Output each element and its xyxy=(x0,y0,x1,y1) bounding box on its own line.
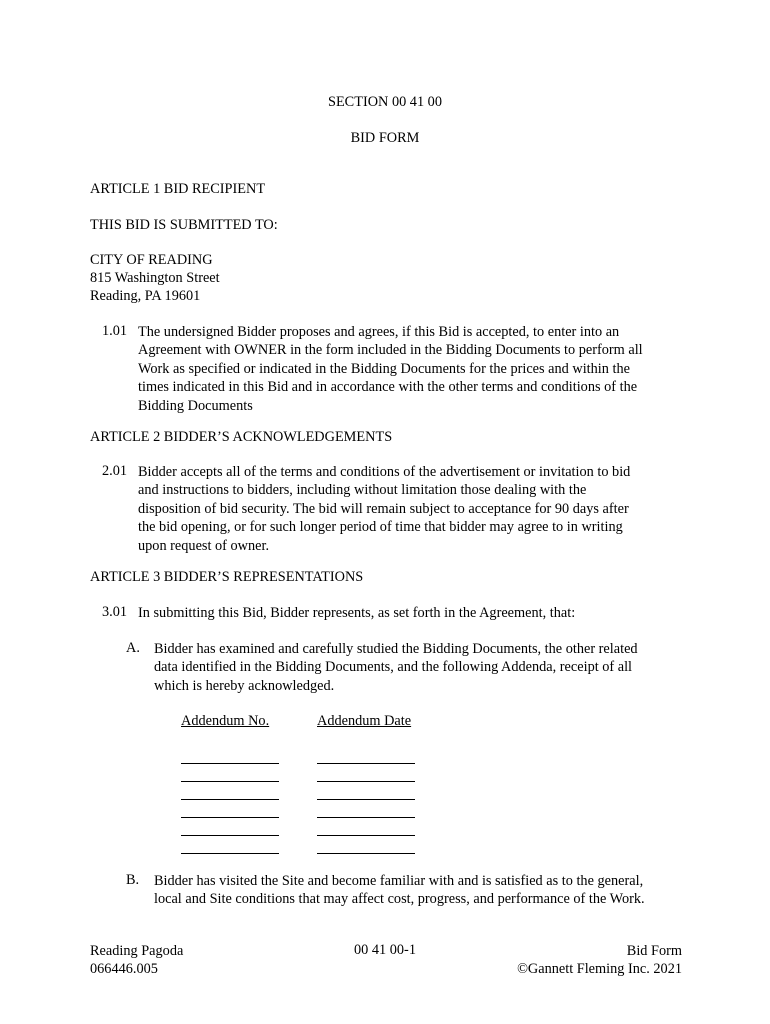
item-label: A. xyxy=(126,640,140,656)
footer-right xyxy=(517,942,682,978)
paragraph-line: times indicated in this Bid and in accordance with the other terms and conditions of the xyxy=(138,379,638,396)
recipient-street: 815 Washington Street xyxy=(90,270,220,286)
item-label: B. xyxy=(126,872,140,888)
recipient-city: Reading, PA 19601 xyxy=(90,288,201,304)
paragraph-line: Bidder accepts all of the terms and conditions of the advertisement or invitation to bid xyxy=(138,464,631,480)
paragraph-line: Bidder has visited the Site and become familiar with and is satisfied as to the general, xyxy=(154,873,644,889)
addendum-no-blank[interactable] xyxy=(181,781,279,782)
project-name: Reading Pagoda xyxy=(90,943,184,959)
addendum-no-blank[interactable] xyxy=(181,799,279,800)
paragraph-line: Work as specified or indicated in the Bidding Documents for the prices and within the xyxy=(138,360,630,377)
paragraph-2-01 xyxy=(138,463,630,555)
addendum-date-blank[interactable] xyxy=(317,799,415,800)
addendum-date-blank[interactable] xyxy=(317,835,415,836)
item-b-text xyxy=(154,872,645,909)
addendum-date-blank[interactable] xyxy=(317,781,415,782)
addendum-date-blank[interactable] xyxy=(317,853,415,854)
paragraph-3-01: In submitting this Bid, Bidder represents, as set forth in the Agreement, that: xyxy=(138,605,576,621)
paragraph-line: and instructions to bidders, including without limitation those dealing with the xyxy=(138,482,587,499)
paragraph-line: upon request of owner. xyxy=(138,537,270,554)
copyright: ©Gannett Fleming Inc. 2021 xyxy=(517,961,682,977)
paragraph-line: Bidding Documents xyxy=(138,397,253,414)
project-number: 066446.005 xyxy=(90,961,158,977)
addendum-date-blank[interactable] xyxy=(317,763,415,764)
footer-doc-title: Bid Form xyxy=(626,943,682,959)
paragraph-number: 3.01 xyxy=(102,604,128,620)
paragraph-line: Bidder has examined and carefully studied the Bidding Documents, the other related xyxy=(154,641,638,657)
submitted-to-label: THIS BID IS SUBMITTED TO: xyxy=(90,217,278,233)
paragraph-line: which is hereby acknowledged. xyxy=(154,677,335,694)
addendum-date-blank[interactable] xyxy=(317,817,415,818)
article-1-heading: ARTICLE 1 BID RECIPIENT xyxy=(90,181,266,197)
paragraph-line: data identified in the Bidding Documents, and the following Addenda, receipt of all xyxy=(154,659,633,676)
page-number: 00 41 00-1 xyxy=(354,942,416,958)
item-a-text xyxy=(154,640,638,695)
paragraph-line: Agreement with OWNER in the form included in the Bidding Documents to perform all xyxy=(138,342,643,359)
addendum-no-blank[interactable] xyxy=(181,763,279,764)
addendum-date-header: Addendum Date xyxy=(317,713,412,729)
paragraph-1-01 xyxy=(138,323,643,415)
paragraph-line: disposition of bid security. The bid will remain subject to acceptance for 90 days after xyxy=(138,500,629,517)
addendum-no-blank[interactable] xyxy=(181,835,279,836)
addendum-no-blank[interactable] xyxy=(181,817,279,818)
section-number: SECTION 00 41 00 xyxy=(328,94,442,110)
addendum-no-header: Addendum No. xyxy=(181,713,270,729)
paragraph-line: The undersigned Bidder proposes and agrees, if this Bid is accepted, to enter into an xyxy=(138,324,620,340)
addendum-no-blank[interactable] xyxy=(181,853,279,854)
paragraph-line: local and Site conditions that may affect cost, progress, and performance of the Work. xyxy=(154,891,645,908)
recipient-name: CITY OF READING xyxy=(90,252,213,268)
article-3-heading: ARTICLE 3 BIDDER’S REPRESENTATIONS xyxy=(90,569,364,585)
paragraph-number: 2.01 xyxy=(102,463,128,479)
article-2-heading: ARTICLE 2 BIDDER’S ACKNOWLEDGEMENTS xyxy=(90,429,393,445)
paragraph-number: 1.01 xyxy=(102,323,128,339)
paragraph-line: the bid opening, or for such longer period of time that bidder may agree to in writing xyxy=(138,519,623,536)
document-title: BID FORM xyxy=(350,130,420,146)
